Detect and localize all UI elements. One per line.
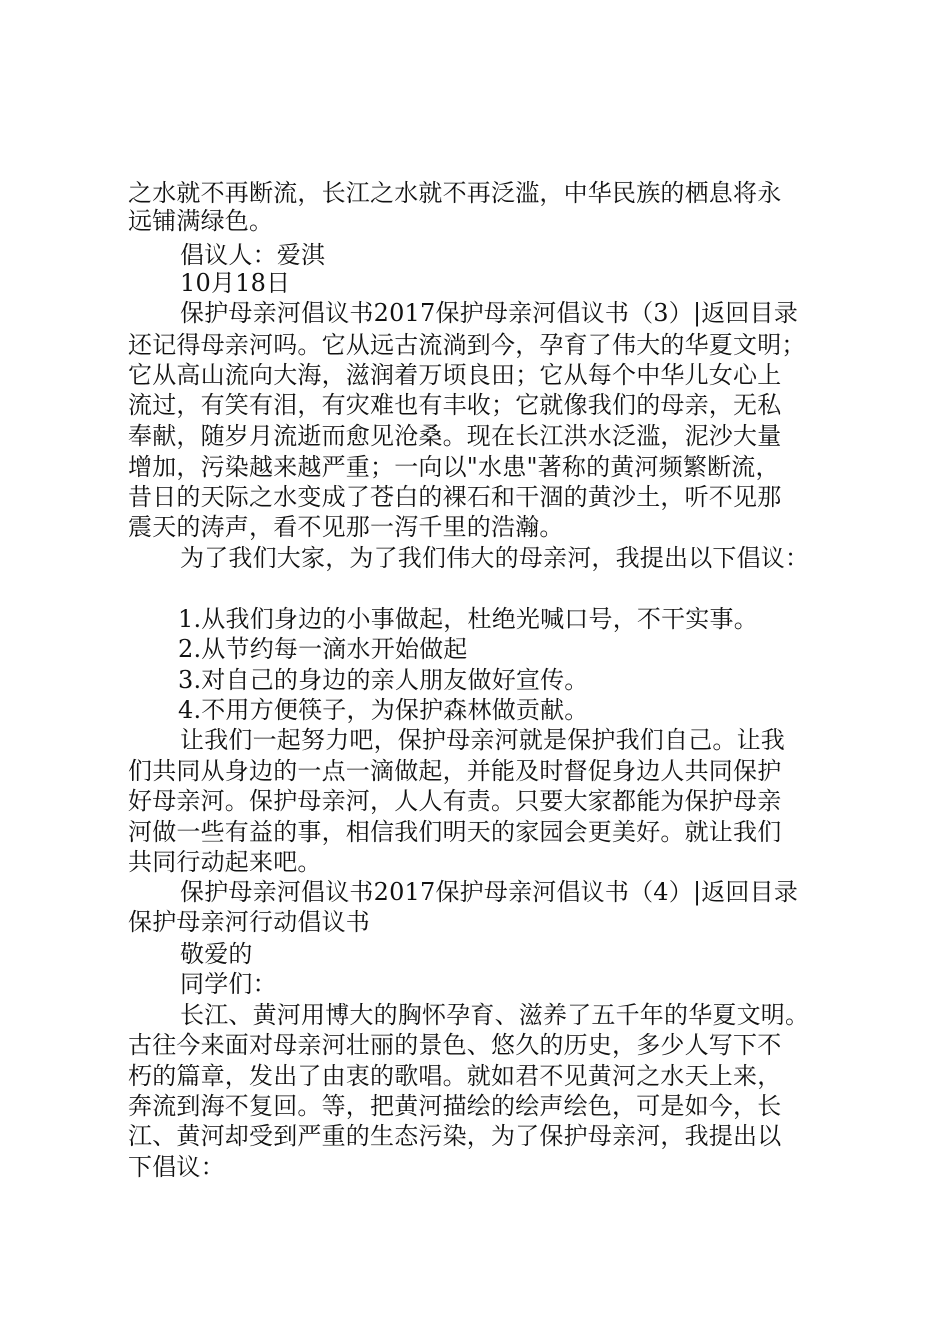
text-line: 震天的涛声，看不见那一泻千里的浩瀚。: [128, 513, 564, 541]
list-item: 3.对自己的身边的亲人朋友做好宣传。: [178, 666, 589, 694]
text-line: 同学们：: [180, 970, 277, 998]
date-line: 10月18日: [180, 269, 291, 297]
text-line: 保护母亲河行动倡议书: [128, 908, 370, 936]
text-line: 之水就不再断流，长江之水就不再泛滥，中华民族的栖息将永: [128, 179, 782, 207]
list-item: 2.从节约每一滴水开始做起: [178, 635, 468, 663]
text-line: 河做一些有益的事，相信我们明天的家园会更美好。就让我们: [128, 818, 782, 846]
text-line: 奔流到海不复回。等，把黄河描绘的绘声绘色，可是如今，长: [128, 1092, 782, 1120]
text-line: 共同行动起来吧。: [128, 848, 322, 876]
text-line: 敬爱的: [180, 940, 253, 968]
text-line: 们共同从身边的一点一滴做起，并能及时督促身边人共同保护: [128, 757, 782, 785]
text-line: 流过，有笑有泪，有灾难也有丰收；它就像我们的母亲，无私: [128, 391, 782, 419]
text-line: 让我们一起努力吧，保护母亲河就是保护我们自己。让我: [180, 726, 785, 754]
text-line: 远铺满绿色。: [128, 207, 274, 235]
signature-line: 倡议人：爱淇: [180, 241, 326, 269]
text-line: 下倡议：: [128, 1153, 225, 1181]
section-heading: 保护母亲河倡议书2017保护母亲河倡议书（4）|返回目录: [180, 878, 799, 906]
list-item: 4.不用方便筷子，为保护森林做贡献。: [178, 696, 589, 724]
section-heading: 保护母亲河倡议书2017保护母亲河倡议书（3）|返回目录: [180, 299, 799, 327]
list-item: 1.从我们身边的小事做起，杜绝光喊口号，不干实事。: [178, 605, 758, 633]
text-line: 还记得母亲河吗。它从远古流淌到今，孕育了伟大的华夏文明；: [128, 331, 806, 359]
text-line: 好母亲河。保护母亲河，人人有责。只要大家都能为保护母亲: [128, 787, 782, 815]
text-line: 古往今来面对母亲河壮丽的景色、悠久的历史，多少人写下不: [128, 1031, 782, 1059]
text-line: 朽的篇章，发出了由衷的歌唱。就如君不见黄河之水天上来，: [128, 1062, 782, 1090]
text-line: 江、黄河却受到严重的生态污染，为了保护母亲河，我提出以: [128, 1122, 782, 1150]
text-line: 奉献，随岁月流逝而愈见沧桑。现在长江洪水泛滥，泥沙大量: [128, 422, 782, 450]
text-line: 为了我们大家，为了我们伟大的母亲河，我提出以下倡议：: [180, 544, 810, 572]
text-line: 长江、黄河用博大的胸怀孕育、滋养了五千年的华夏文明。: [180, 1001, 810, 1029]
text-line: 增加，污染越来越严重；一向以"水患"著称的黄河频繁断流，: [128, 453, 780, 481]
text-line: 它从高山流向大海，滋润着万顷良田；它从每个中华儿女心上: [128, 361, 782, 389]
text-line: 昔日的天际之水变成了苍白的裸石和干涸的黄沙土，听不见那: [128, 483, 782, 511]
